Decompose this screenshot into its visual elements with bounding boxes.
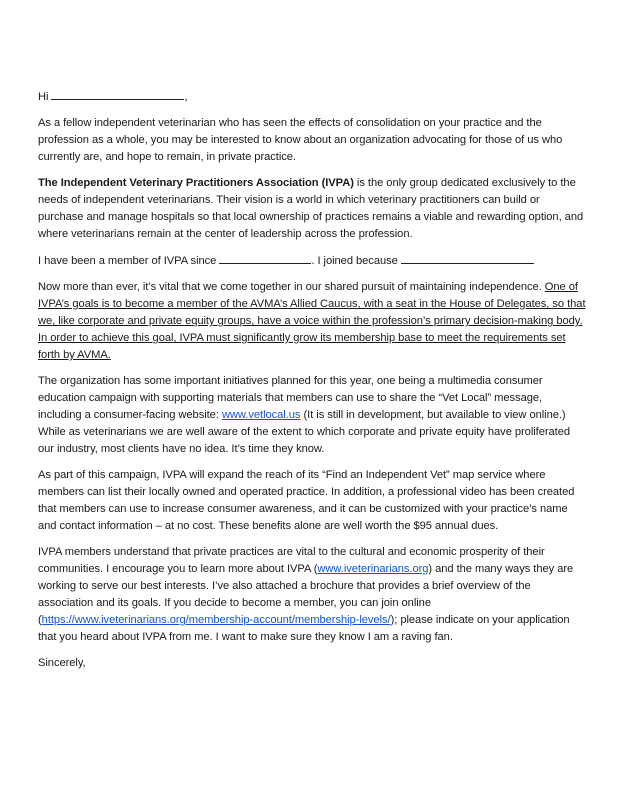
joined-because-blank[interactable] <box>401 252 534 264</box>
iveterinarians-link[interactable]: www.iveterinarians.org <box>317 563 429 575</box>
initiatives-text: The organization has some important initiatives planned for this year, one being a multimedia consumer education campaign with supporting materials that members can use to share the “Vet Local” message, including a consumer-facing website: <box>38 375 543 421</box>
goals-intro: Now more than ever, it’s vital that we come together in our shared pursuit of maintaining independence. <box>38 281 545 293</box>
org-description: is the only group dedicated exclusively to the needs of independent veterinarians. Their vision is a world in which veterinary practitioners can build or purchase and manage hospitals so that local ownership of practices remains a viable and rewarding option, and where veterinarians remain at the center of leadership across the profession. <box>38 177 584 240</box>
closing-line: Sincerely, <box>38 657 86 669</box>
initiatives-text-cont: (It is still in development, but available to view online.) While as veterinarians we are well aware of the extent to which corporate and private equity have proliferated our industry, most clients have no idea. It’s time they know. <box>38 409 571 455</box>
members-text-end: ); please indicate on your application that you heard about IVPA from me. I want to make sure they know I am a raving fan. <box>38 614 570 643</box>
member-since-blank[interactable] <box>219 252 311 264</box>
membership-since-line <box>38 252 586 270</box>
greeting-comma: , <box>184 91 188 103</box>
org-name: The Independent Veterinary Practitioners Association (IVPA) <box>38 177 354 189</box>
member-since-text: I have been a member of IVPA since <box>38 255 217 267</box>
greeting-text: Hi <box>38 91 49 103</box>
ivpa-description-paragraph <box>38 175 586 243</box>
campaign-paragraph: As part of this campaign, IVPA will expand the reach of its “Find an Independent Vet” map service where members can list their locally owned and operated practice. In addition, a professional video has been created that members can use to increase consumer awareness, and it can be customized with your practice’s name and contact information – at no cost. These benefits alone are well worth the $95 annual dues. <box>38 469 575 532</box>
members-paragraph <box>38 544 586 646</box>
membership-levels-link[interactable]: https://www.iveterinarians.org/membership-account/membership-levels/ <box>41 614 391 626</box>
greeting-line <box>38 88 586 106</box>
joined-because-text: . I joined because <box>311 255 398 267</box>
members-text: IVPA members understand that private practices are vital to the cultural and economic prosperity of their communities. I encourage you to learn more about IVPA ( <box>38 546 545 575</box>
intro-paragraph: As a fellow independent veterinarian who has seen the effects of consolidation on your practice and the profession as a whole, you may be interested to know about an organization advocating for those of us who currently are, and hope to remain, in private practice. <box>38 117 563 163</box>
goals-underlined-text: One of IVPA’s goals is to become a member of the AVMA’s Allied Caucus, with a seat in the House of Delegates, so that we, like corporate and private equity groups, have a voice within the profession’s primary decision-making body. In order to achieve this goal, IVPA must significantly grow its membership base to meet the requirements set forth by AVMA. <box>38 281 586 361</box>
letter-body <box>38 88 586 672</box>
initiatives-paragraph <box>38 373 586 458</box>
recipient-name-blank[interactable] <box>51 88 184 100</box>
vetlocal-link[interactable]: www.vetlocal.us <box>221 409 301 421</box>
goals-paragraph <box>38 279 586 364</box>
members-text-cont: ) and the many ways they are working to serve our best interests. I’ve also attached a brochure that provides a brief overview of the association and its goals. If you decide to become a member, you can join online ( <box>38 563 574 626</box>
